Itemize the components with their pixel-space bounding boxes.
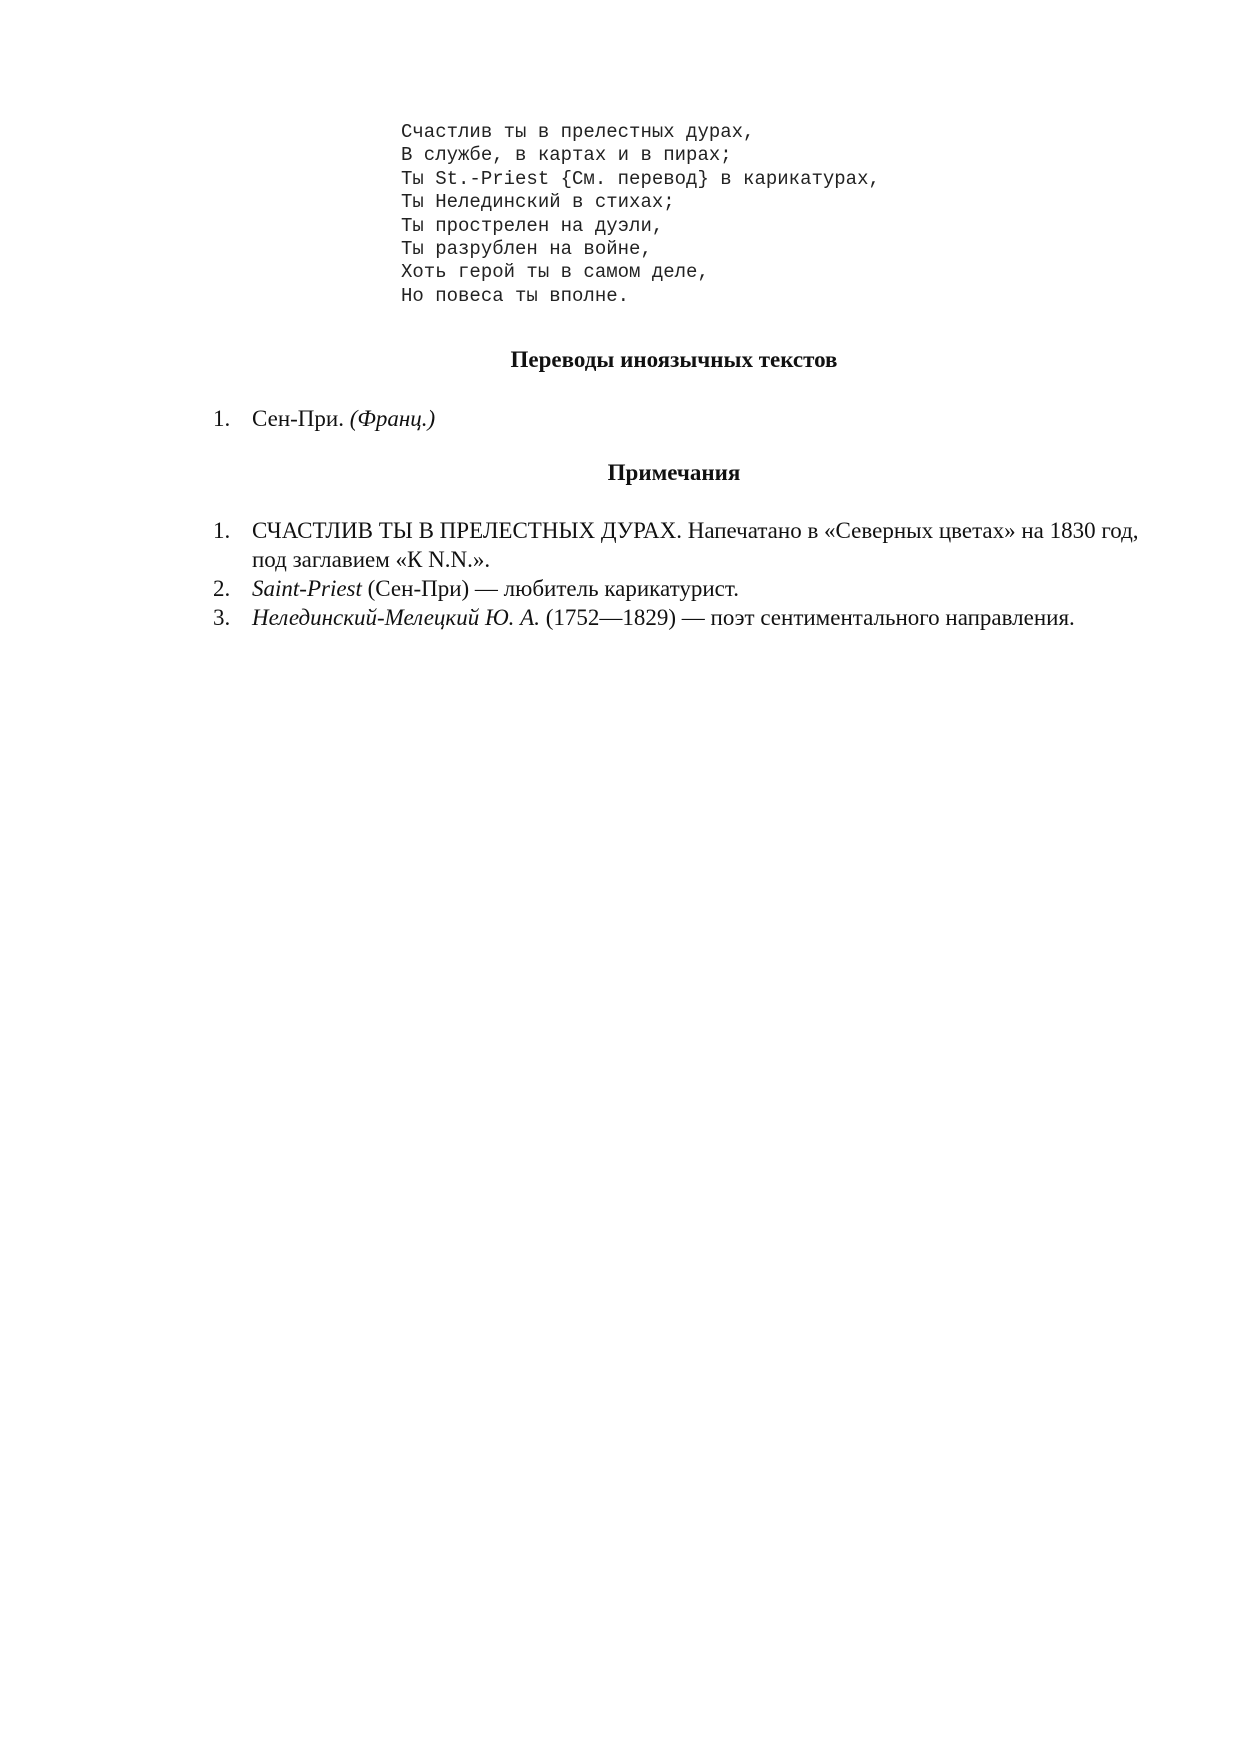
list-item-language: (Франц.) [349,406,436,431]
list-item-text: СЧАСТЛИВ ТЫ В ПРЕЛЕСТНЫХ ДУРАХ. Напечатано в «Северных цветах» на 1830 год, под заглавием «К N.N.». [252,518,1139,572]
list-item-number: 2. [213,576,231,601]
list-item-subject: Saint-Priest [252,576,362,601]
list-item [213,516,1173,574]
list-item-text: (Сен-При) — любитель карикатурист. [361,576,739,601]
list-item-text: (1752—1829) — поэт сентиментального направления. [539,605,1075,630]
poem-line: Ты St.-Priest {См. перевод} в карикатурах, [401,167,880,190]
poem-line: Хоть герой ты в самом деле, [401,261,709,284]
notes-list [213,516,1173,632]
poem-line: В службе, в картах и в пирах; [401,144,732,167]
poem-line: Но повеса ты вполне. [401,284,630,307]
poem-line: Счастлив ты в прелестных дурах, [401,121,755,143]
poem-line: Ты прострелен на дуэли, [401,214,664,237]
poem-stanza [401,121,880,308]
poem-line: Ты Нелединский в стихах; [401,191,675,214]
notes-heading: Примечания [607,460,741,485]
list-item-number: 1. [213,518,231,543]
list-item-number: 3. [213,605,231,630]
list-item [213,404,1173,433]
translations-list [213,404,1173,433]
translations-heading: Переводы иноязычных текстов [510,347,838,372]
list-item-subject: Нелединский-Мелецкий Ю. А. [252,605,540,630]
list-item-text: Сен-При. [252,406,350,431]
list-item [213,603,1173,632]
poem-line: Ты разрублен на войне, [401,238,652,261]
list-item-number: 1. [213,406,231,431]
list-item [213,574,1173,603]
